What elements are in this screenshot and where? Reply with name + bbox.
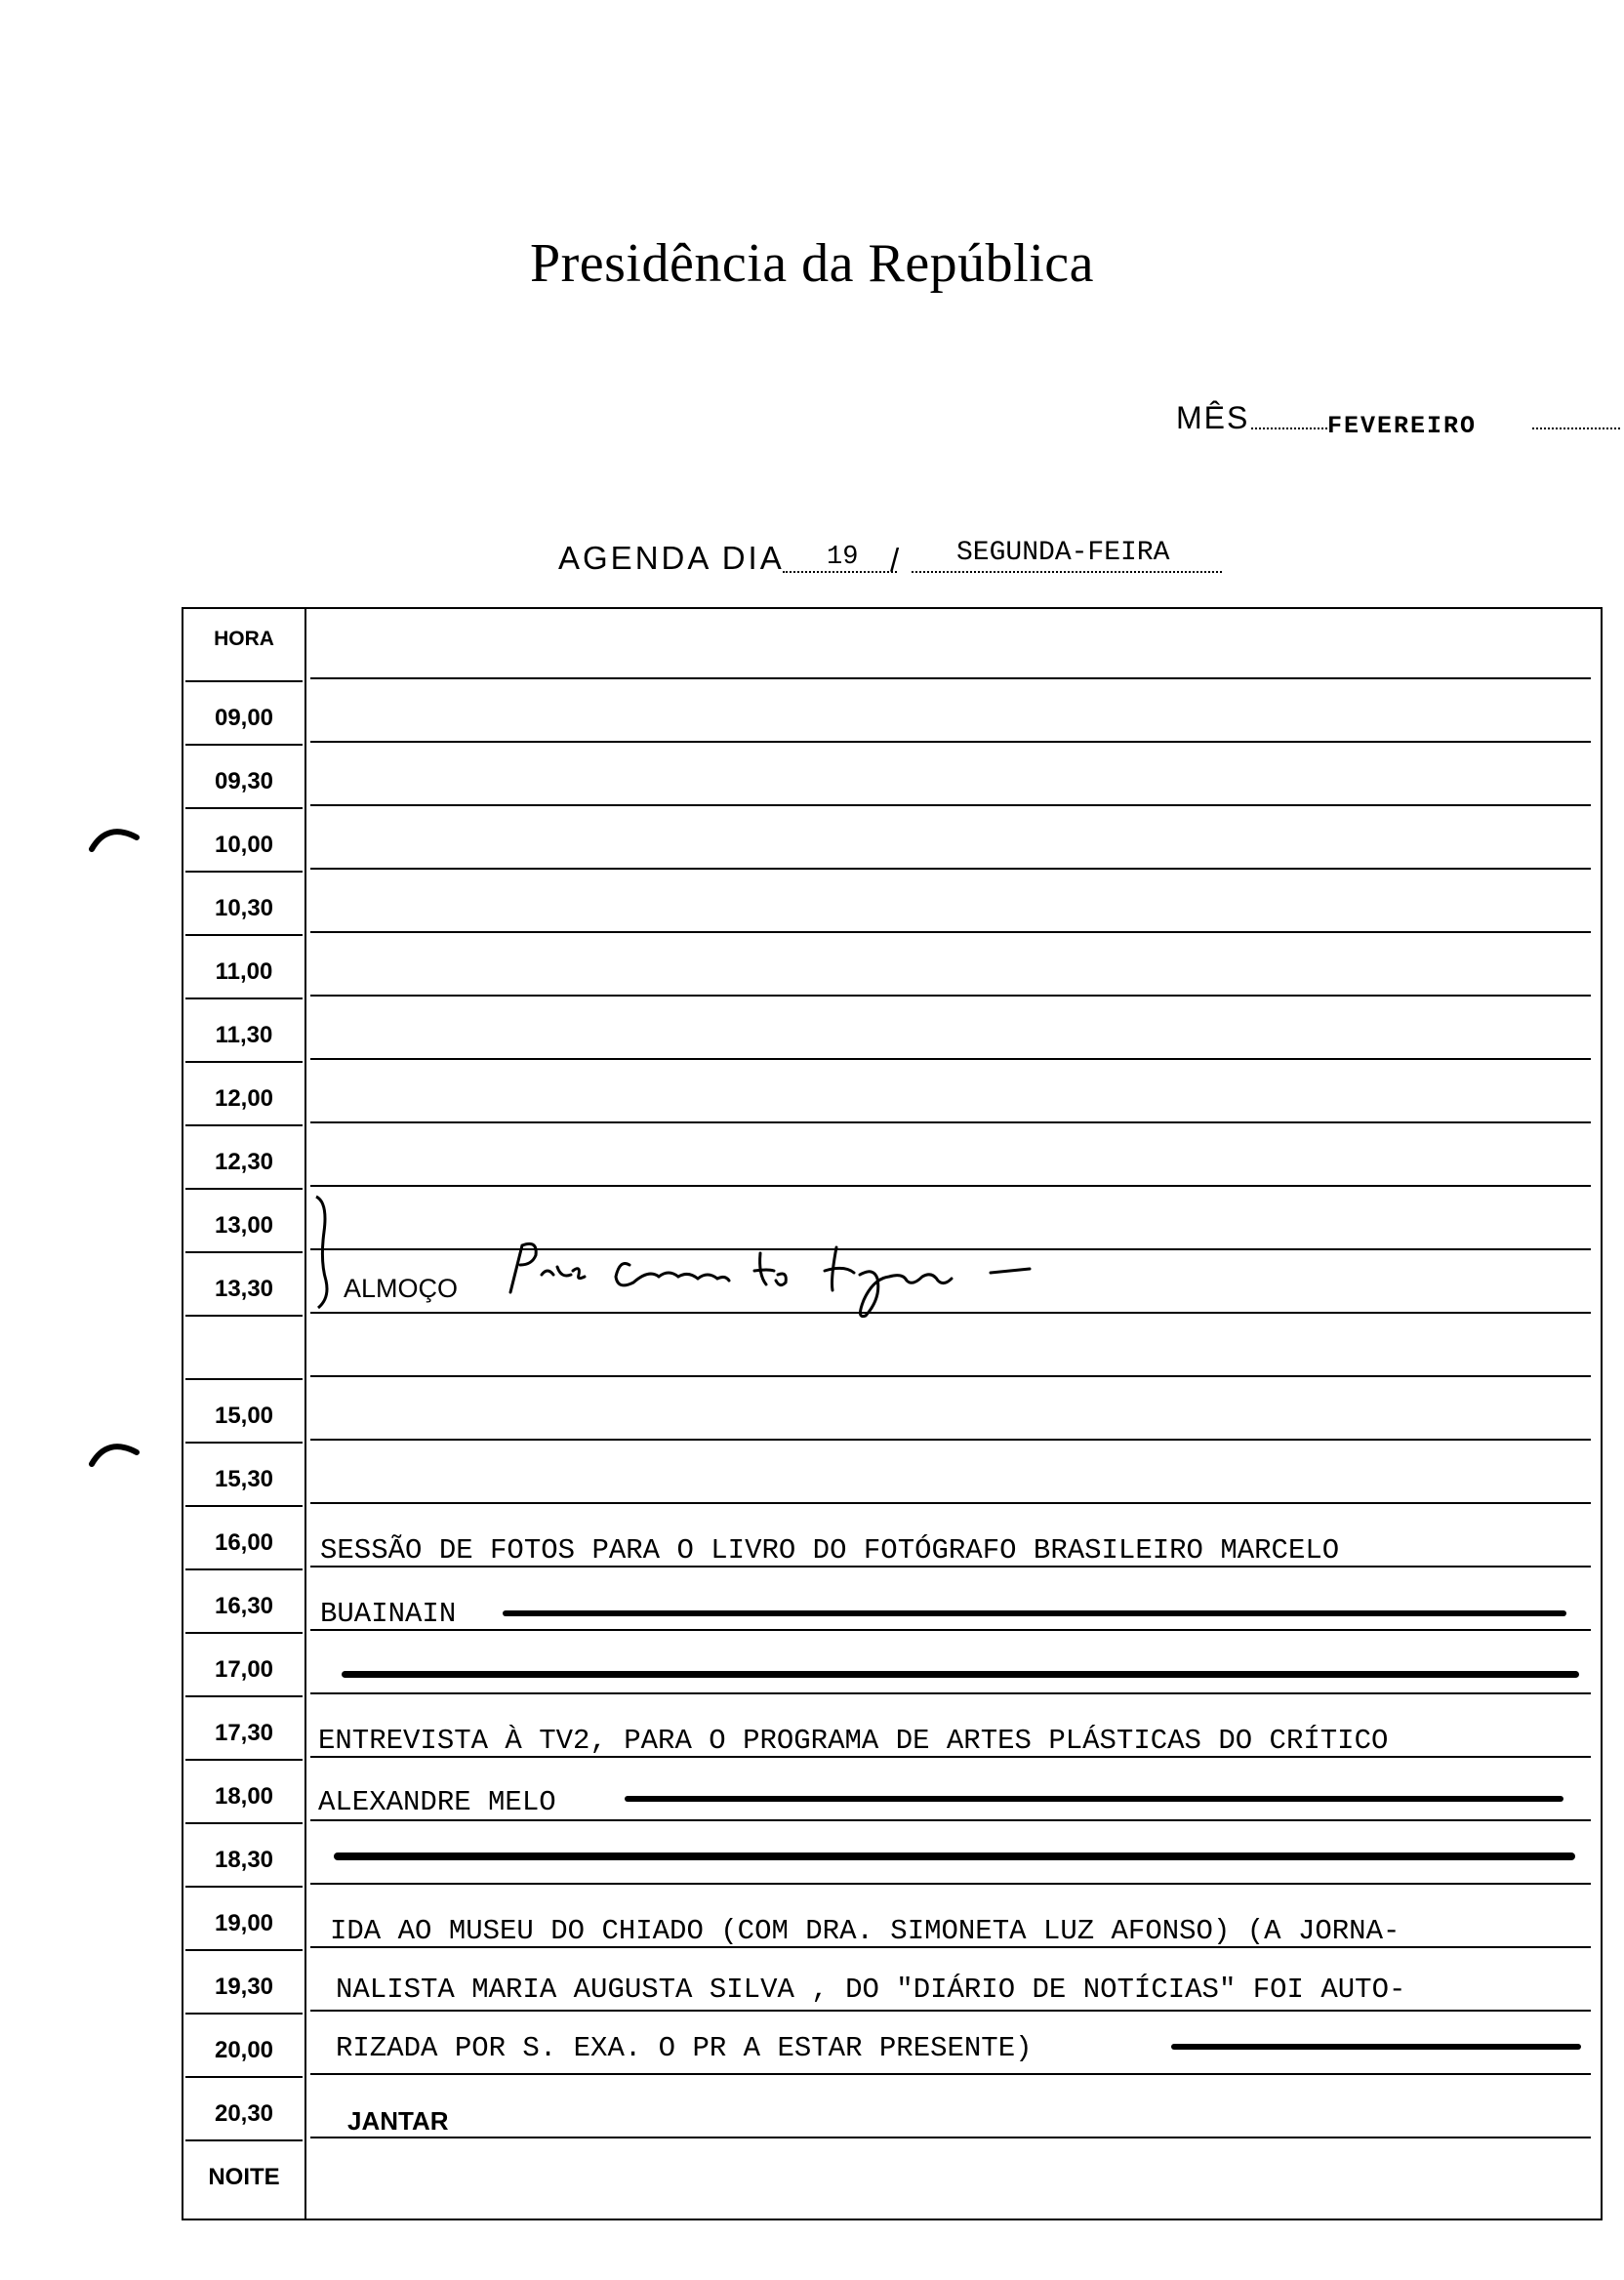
- row-separator: [310, 1883, 1591, 1885]
- row-separator: [310, 741, 1591, 743]
- hour-label: 18,00: [214, 1783, 274, 1810]
- row-separator: [310, 1629, 1591, 1631]
- row-separator: [185, 1505, 303, 1507]
- row-separator: [185, 2076, 303, 2078]
- row-separator: [185, 1061, 303, 1063]
- hour-label: 20,00: [214, 2037, 274, 2063]
- hour-label: 18,30: [214, 1847, 274, 1873]
- month-value: FEVEREIRO: [1327, 412, 1478, 440]
- row-separator: [185, 1442, 303, 1444]
- row-separator: [310, 1058, 1591, 1060]
- row-separator: [310, 1692, 1591, 1694]
- row-separator: [185, 1822, 303, 1824]
- hour-label: NOITE: [208, 2164, 280, 2190]
- hour-label: 15,00: [214, 1403, 274, 1429]
- row-separator: [310, 677, 1591, 679]
- hour-label: 20,30: [214, 2100, 274, 2127]
- agenda-day-label: AGENDA DIA: [558, 540, 785, 576]
- almoco-label: ALMOÇO: [344, 1274, 459, 1303]
- row-separator: [185, 744, 303, 746]
- hour-header: HORA: [214, 628, 274, 650]
- almoco-brace: [310, 1193, 340, 1314]
- row-separator: [185, 1759, 303, 1761]
- hour-label: 16,30: [214, 1593, 274, 1619]
- hour-label: 12,00: [214, 1085, 274, 1112]
- hour-label: 11,00: [215, 958, 273, 985]
- almoco-handwritten-note: [503, 1232, 1049, 1329]
- row-separator: [310, 1375, 1591, 1377]
- table-right-border: [1601, 607, 1603, 2219]
- hour-label: 15,30: [214, 1466, 274, 1492]
- museu-strike-line: [1171, 2044, 1581, 2050]
- table-top-border: [182, 607, 1603, 609]
- hour-label: 19,30: [214, 1974, 274, 2000]
- hour-label: 13,00: [214, 1212, 274, 1239]
- museu-line-1: IDA AO MUSEU DO CHIADO (COM DRA. SIMONETA LUZ AFONSO) (A JORNA-: [330, 1915, 1401, 1947]
- hour-label: 19,00: [214, 1910, 274, 1936]
- sessao-line-2: BUAINAIN: [320, 1598, 457, 1630]
- row-separator: [310, 1185, 1591, 1187]
- hour-label: 16,00: [214, 1529, 274, 1556]
- hour-label: 17,30: [214, 1720, 274, 1746]
- row-separator: [185, 1886, 303, 1888]
- row-separator: [185, 1188, 303, 1190]
- hour-label: 09,00: [214, 705, 274, 731]
- row-separator: [185, 1378, 303, 1380]
- sessao-strike-line: [503, 1610, 1566, 1616]
- row-separator: [310, 1121, 1591, 1123]
- row-separator: [185, 871, 303, 873]
- row-separator: [310, 2073, 1591, 2075]
- hour-label: 10,00: [214, 832, 274, 858]
- punch-hole-mark-top: [88, 816, 142, 855]
- museu-line-2: NALISTA MARIA AUGUSTA SILVA , DO "DIÁRIO DE NOTÍCIAS" FOI AUTO-: [336, 1974, 1406, 2006]
- month-dotted-line-end: [1532, 428, 1620, 429]
- row-separator: [185, 1949, 303, 1951]
- museu-line-3: RIZADA POR S. EXA. O PR A ESTAR PRESENTE): [336, 2032, 1033, 2064]
- row-separator: [185, 1315, 303, 1317]
- page-title: Presidência da República: [529, 233, 1094, 294]
- hour-label: 09,30: [214, 768, 274, 794]
- row-separator: [185, 934, 303, 936]
- row-separator: [185, 1695, 303, 1697]
- day-separator: /: [890, 542, 900, 578]
- sessao-strike-line-2: [342, 1671, 1579, 1678]
- weekday: SEGUNDA-FEIRA: [956, 538, 1170, 568]
- row-separator: [185, 1568, 303, 1570]
- row-separator: [185, 2139, 303, 2141]
- table-bottom-border: [182, 2219, 1603, 2220]
- hour-label: 12,30: [214, 1149, 274, 1175]
- entrevista-line-2: ALEXANDRE MELO: [318, 1786, 556, 1818]
- day-number: 19: [827, 543, 859, 572]
- row-separator: [185, 1632, 303, 1634]
- row-separator: [185, 2013, 303, 2015]
- jantar-label: JANTAR: [347, 2106, 449, 2136]
- row-separator: [310, 868, 1591, 870]
- punch-hole-mark-bottom: [88, 1431, 142, 1470]
- hour-label: 17,00: [214, 1656, 274, 1683]
- month-label: MÊS: [1176, 400, 1250, 435]
- hour-column-divider: [304, 607, 306, 2219]
- row-separator: [310, 804, 1591, 806]
- month-dotted-line: [1251, 428, 1327, 429]
- sessao-line-1: SESSÃO DE FOTOS PARA O LIVRO DO FOTÓGRAFO BRASILEIRO MARCELO: [320, 1534, 1340, 1567]
- hour-label: 10,30: [214, 895, 274, 921]
- row-separator: [310, 931, 1591, 933]
- hour-label: 13,30: [214, 1276, 274, 1302]
- row-separator: [310, 2010, 1591, 2012]
- row-separator: [185, 1251, 303, 1253]
- row-separator: [185, 1124, 303, 1126]
- row-separator: [185, 807, 303, 809]
- row-separator: [185, 680, 303, 682]
- row-separator: [310, 995, 1591, 997]
- row-separator: [310, 1502, 1591, 1504]
- entrevista-line-1: ENTREVISTA À TV2, PARA O PROGRAMA DE ARTES PLÁSTICAS DO CRÍTICO: [318, 1725, 1389, 1757]
- entrevista-strike-line-2: [334, 1852, 1575, 1860]
- row-separator: [310, 1439, 1591, 1441]
- row-separator: [185, 998, 303, 999]
- row-separator: [310, 1819, 1591, 1821]
- entrevista-strike-line: [625, 1796, 1563, 1802]
- row-separator: [310, 2137, 1591, 2138]
- hour-label: 11,30: [215, 1022, 273, 1048]
- weekday-dotted-line: [912, 571, 1222, 573]
